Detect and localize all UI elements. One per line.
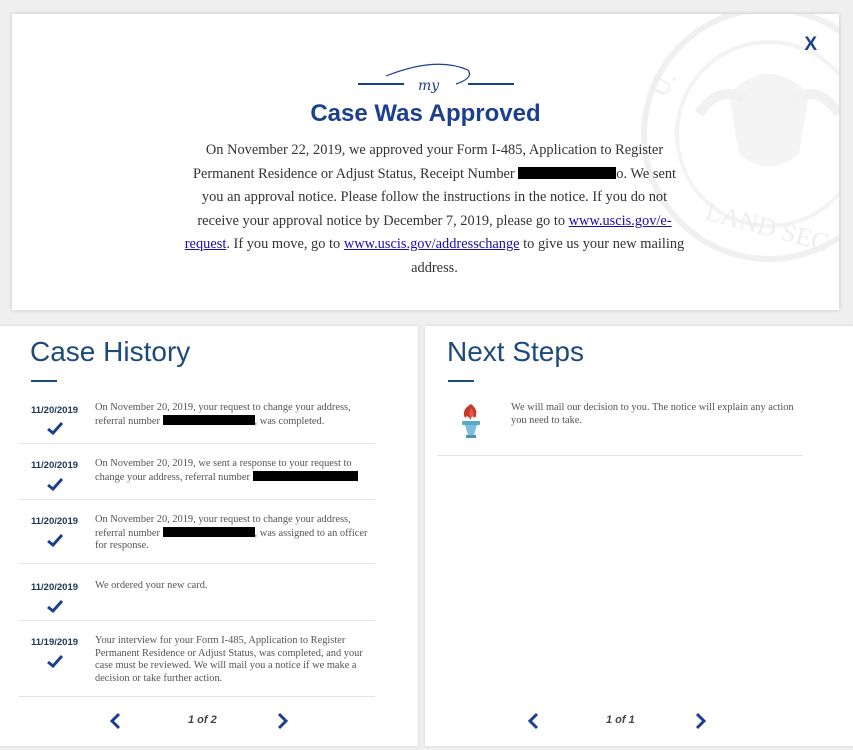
next-page-chevron-icon[interactable]: [276, 712, 290, 730]
redaction-bar: [163, 415, 255, 425]
redaction-bar: [163, 527, 255, 537]
previous-page-chevron-icon[interactable]: [526, 712, 540, 730]
svg-text:U.: U.: [644, 65, 682, 102]
case-history-title: Case History: [30, 336, 191, 367]
page-indicator: 1 of 2: [188, 714, 217, 726]
history-text-part: , was assigned to an officer for response.: [95, 527, 368, 551]
checkmark-icon: [47, 600, 63, 613]
history-text: [95, 402, 375, 428]
history-text: [95, 506, 375, 553]
previous-page-chevron-icon[interactable]: [108, 712, 122, 730]
next-page-chevron-icon[interactable]: [694, 712, 708, 730]
redaction-bar: [253, 471, 358, 481]
checkmark-icon: [47, 422, 63, 435]
redaction-bar: [518, 167, 616, 179]
status-text-4: to give us your new mailing address.: [411, 236, 685, 276]
history-date: 11/19/2019: [31, 637, 79, 648]
next-step-text: We will mail our decision to you. The notice will explain any action you need to take.: [511, 402, 794, 426]
history-item: [19, 621, 375, 697]
history-item: [19, 564, 375, 621]
history-date: 11/20/2019: [31, 516, 79, 527]
history-text: [95, 450, 375, 484]
history-date: 11/20/2019: [31, 460, 79, 471]
history-date: 11/20/2019: [31, 405, 79, 416]
address-change-link[interactable]: www.uscis.gov/addresschange: [343, 236, 520, 252]
history-text-part: On November 20, 2019, your request to change your address, referral number: [95, 514, 351, 539]
history-text: Your interview for your Form I-485, Application to Register Permanent Residence or Adjust Status, was completed, and your case must be reviewed. We will mail you a notice if we make a decision or take further action.: [95, 635, 363, 684]
next-step-item: [437, 394, 803, 456]
case-status-title: Case Was Approved: [310, 100, 541, 127]
next-steps-pagination: [425, 706, 853, 736]
checkmark-icon: [47, 478, 63, 491]
case-status-card: [12, 14, 839, 310]
history-text-part: , was completed.: [254, 415, 325, 427]
svg-text:LAND SEC: LAND SEC: [702, 196, 833, 258]
history-text-part: On November 20, 2019, we sent a response to your request to change your address, referral number: [95, 458, 352, 483]
checkmark-icon: [47, 655, 63, 668]
history-pagination: [0, 706, 418, 736]
history-text-part: On November 20, 2019, your request to change your address, referral number: [95, 402, 351, 427]
torch-icon: [457, 402, 485, 440]
case-history-panel: [0, 326, 418, 746]
svg-text:my: my: [418, 78, 440, 94]
next-steps-panel: [425, 326, 853, 746]
history-date: 11/20/2019: [31, 582, 79, 593]
history-item: [19, 396, 375, 444]
history-list: [19, 396, 375, 697]
next-steps-title: Next Steps: [447, 336, 584, 367]
title-underline: [448, 380, 474, 382]
close-button[interactable]: X: [804, 34, 817, 55]
status-text-3: . If you move, go to: [226, 236, 344, 252]
history-item: [19, 500, 375, 564]
status-text-1: On November 22, 2019, we approved your Form I-485, Application to Register Permanent Residence or Adjust Status, Receipt Number: [192, 142, 664, 182]
e-request-link[interactable]: www.uscis.gov/e-request: [184, 212, 672, 252]
page-indicator: 1 of 1: [606, 714, 635, 726]
history-item: [19, 444, 375, 500]
my-uscis-flourish-icon: [356, 60, 516, 100]
history-text: We ordered your new card.: [95, 580, 208, 591]
title-underline: [31, 380, 57, 382]
status-text-2: o. We sent you an approval notice. Please follow the instructions in the notice. If you do not receive your approval notice by December 7, 2019, please go to: [197, 165, 677, 229]
case-status-description: [182, 139, 687, 280]
checkmark-icon: [47, 534, 63, 547]
